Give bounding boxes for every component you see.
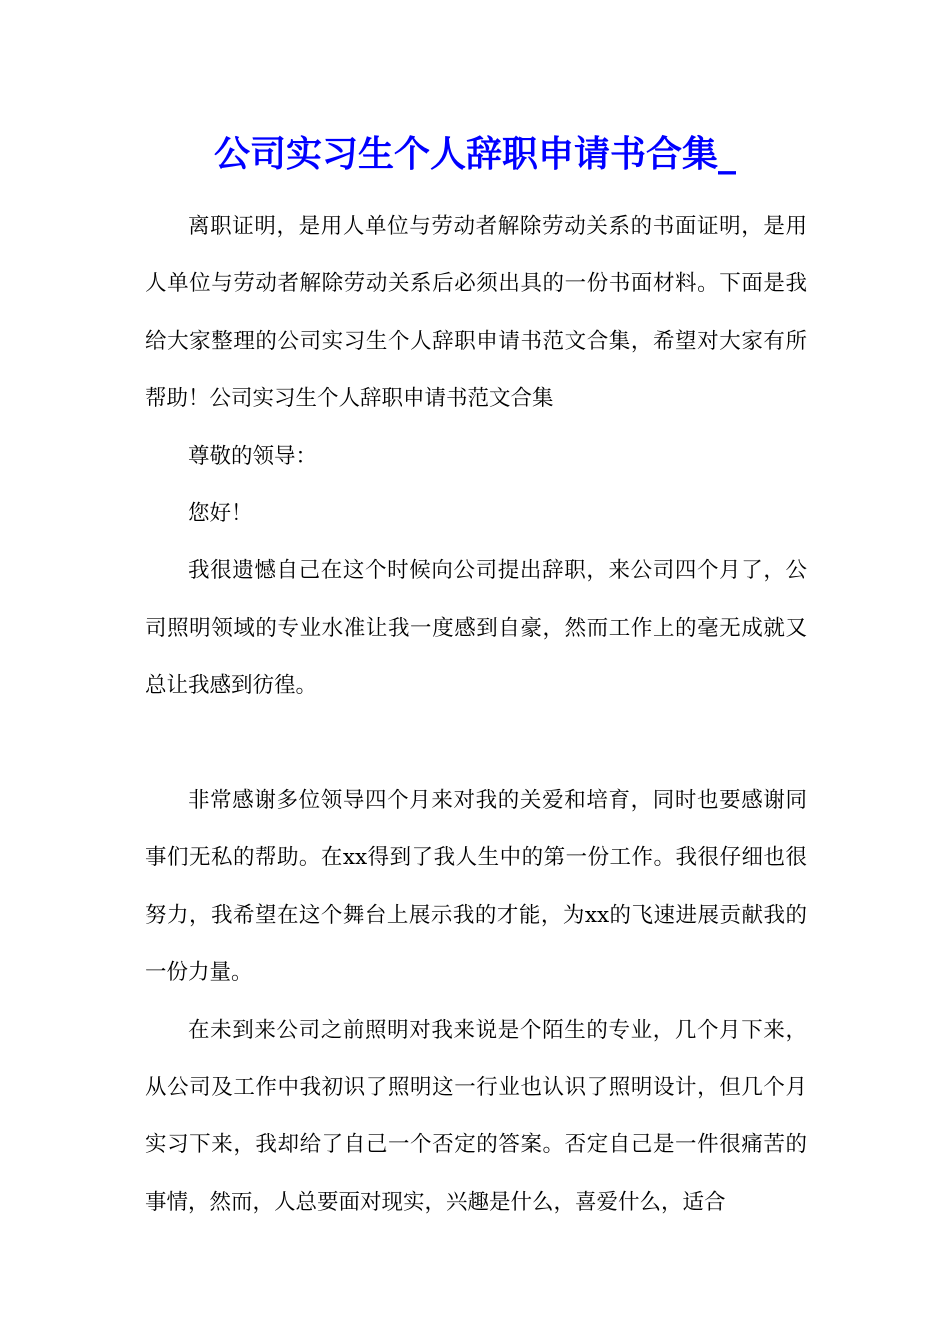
paragraph-thanks: 非常感谢多位领导四个月来对我的关爱和培育，同时也要感谢同事们无私的帮助。在xx得到了我人生中的第一份工作。我很仔细也很努力，我希望在这个舞台上展示我的才能，为xx的飞速进展贡献我的一份力量。 (145, 788, 807, 986)
document-title: 公司实习生个人辞职申请书合集_ (213, 133, 736, 175)
paragraph-spacer (145, 715, 807, 772)
paragraph-greeting: 您好！ (188, 501, 253, 527)
paragraph-reflection: 在未到来公司之前照明对我来说是个陌生的专业，几个月下来，从公司及工作中我初识了照明这一行业也认识了照明设计，但几个月实习下来，我却给了自己一个否定的答案。否定自己是一件很痛苦的事情，然而，人总要面对现实，兴趣是什么，喜爱什么，适合 (145, 1017, 807, 1215)
paragraph-salutation: 尊敬的领导： (188, 443, 318, 469)
document-body (145, 198, 807, 1231)
paragraph-intro: 离职证明，是用人单位与劳动者解除劳动关系的书面证明，是用人单位与劳动者解除劳动关系后必须出具的一份书面材料。下面是我给大家整理的公司实习生个人辞职申请书范文合集，希望对大家有所帮助！公司实习生个人辞职申请书范文合集 (145, 214, 807, 412)
paragraph-resignation-reason: 我很遗憾自己在这个时候向公司提出辞职，来公司四个月了，公司照明领域的专业水准让我一度感到自豪，然而工作上的毫无成就又总让我感到彷徨。 (145, 558, 807, 699)
